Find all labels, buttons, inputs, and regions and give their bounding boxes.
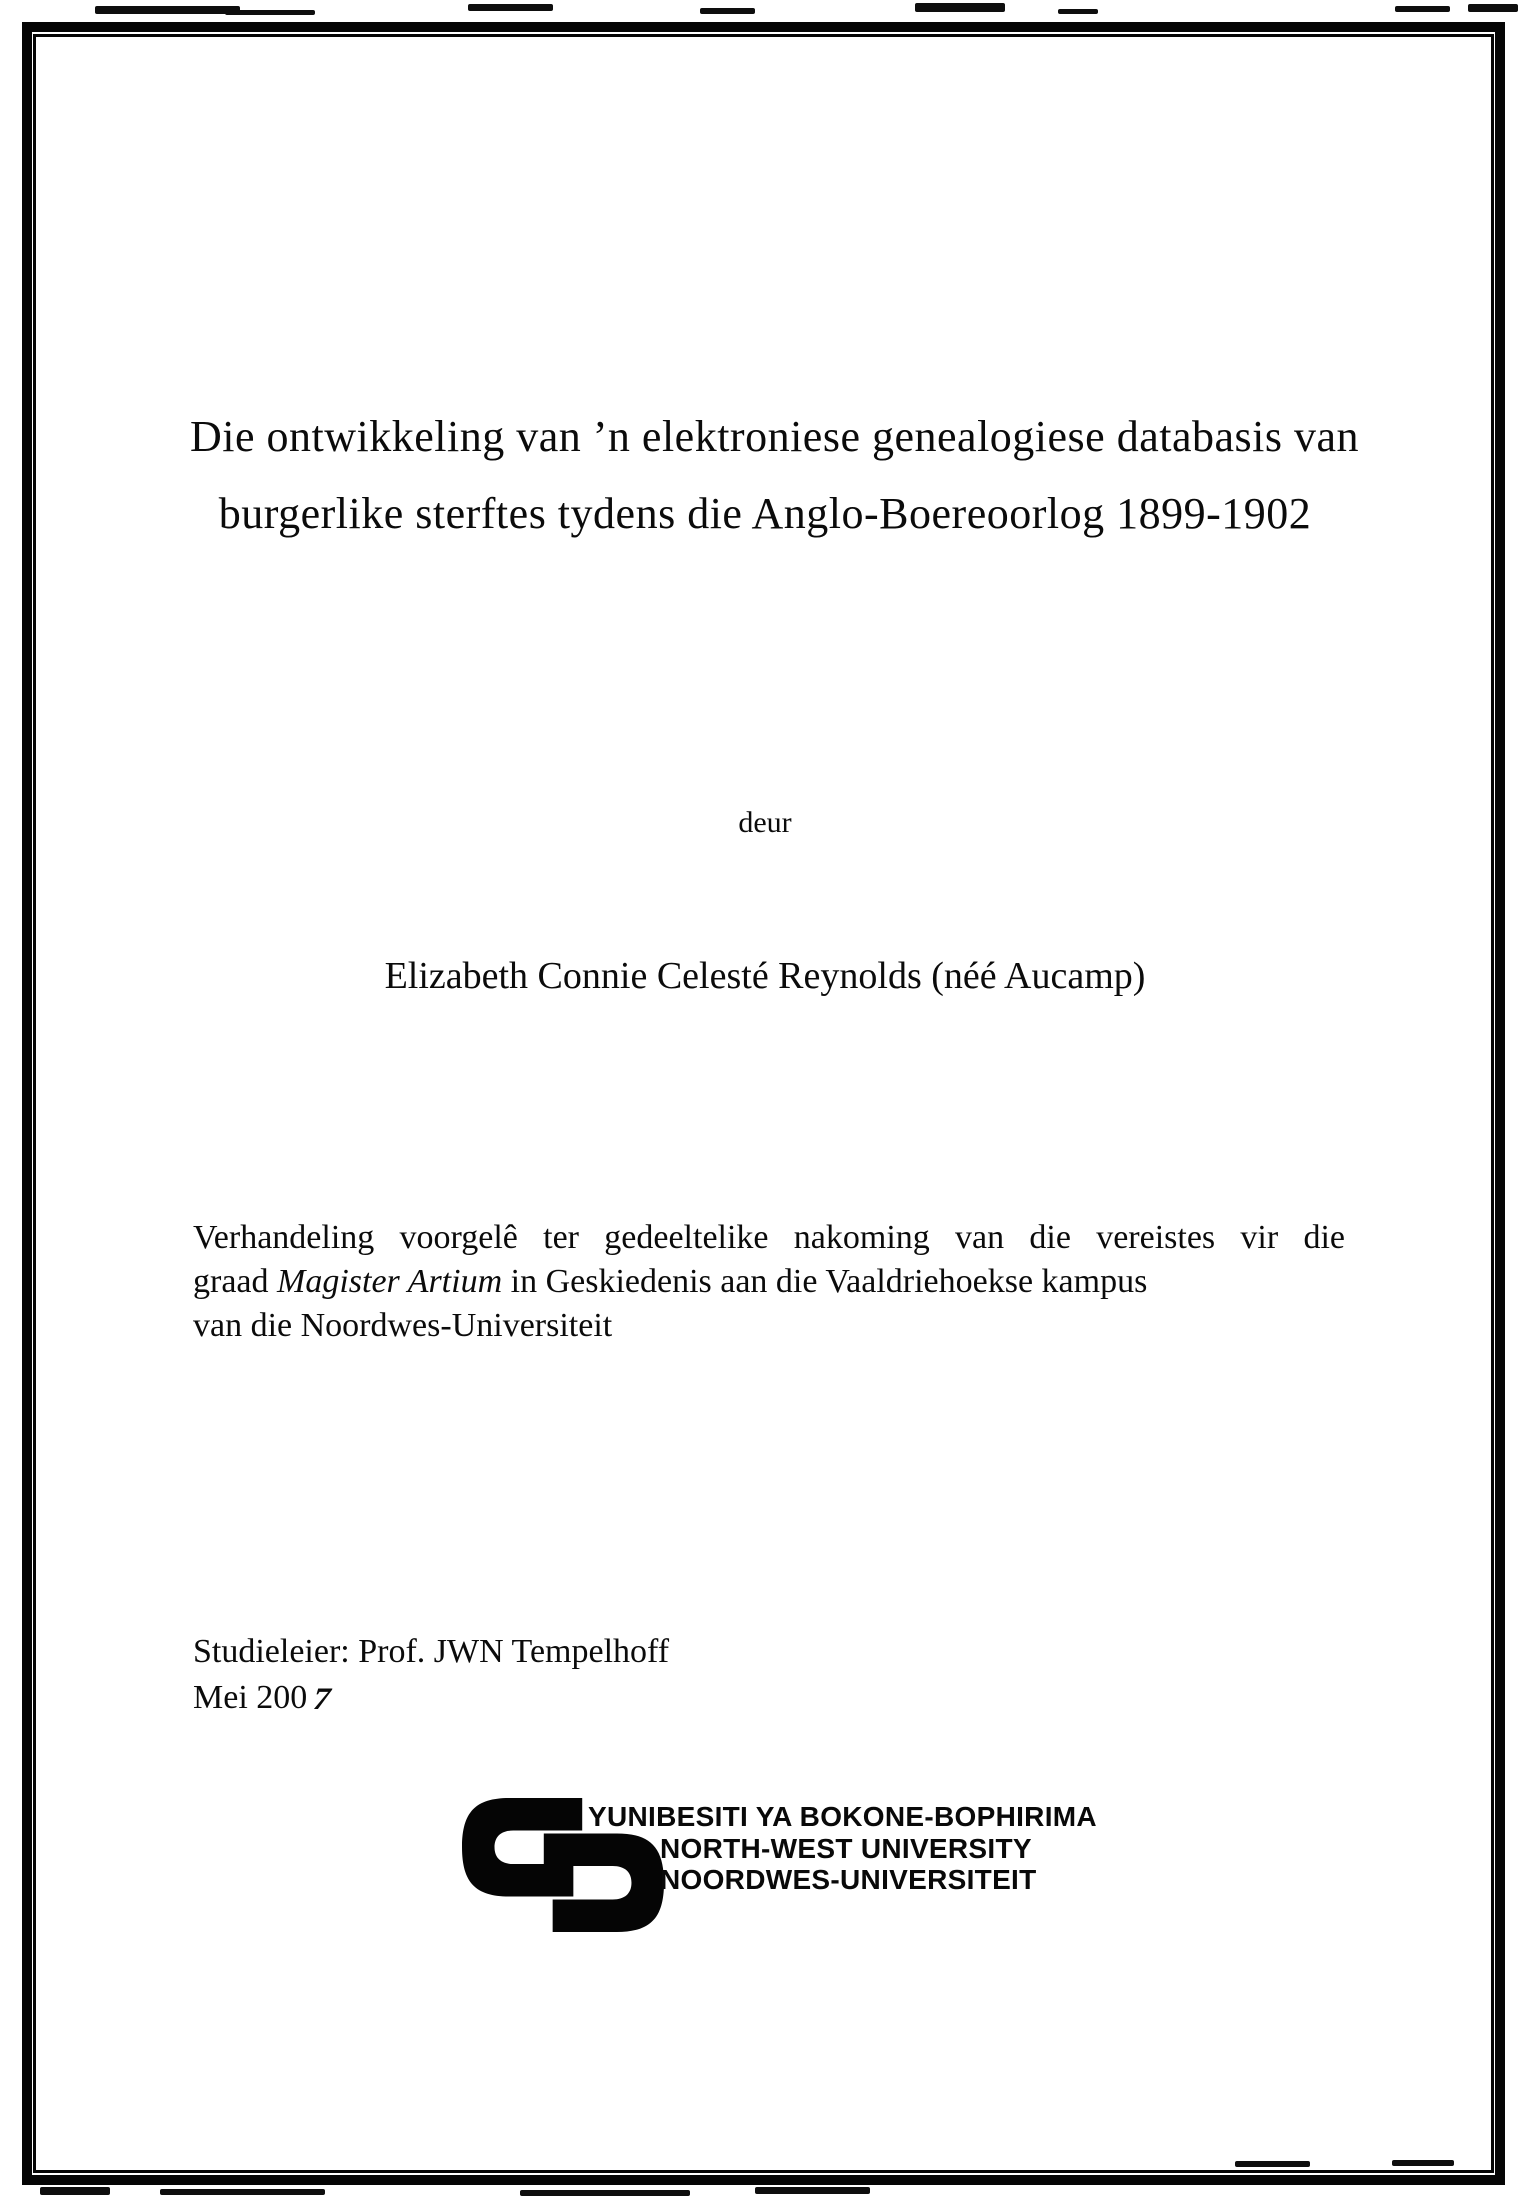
- statement-line-2-post: in Geskiedenis aan die Vaaldriehoekse kampus: [502, 1263, 1148, 1300]
- scan-artifact: [225, 10, 315, 15]
- document-title: [190, 398, 1360, 552]
- title-line-1: Die ontwikkeling van ’n elektroniese genealogiese databasis van: [190, 412, 1360, 461]
- scan-artifact: [520, 2190, 690, 2196]
- statement-line-3: van die Noordwes-Universiteit: [193, 1307, 613, 1344]
- date-prefix: Mei 200: [193, 1679, 308, 1716]
- scan-artifact: [1392, 2160, 1454, 2166]
- scan-artifact: [40, 2187, 110, 2195]
- scan-artifact: [755, 2187, 870, 2194]
- date-final-digit: 7: [308, 1682, 336, 1717]
- scan-artifact: [160, 2189, 325, 2195]
- author-name: Elizabeth Connie Celesté Reynolds (néé Aucamp): [384, 955, 1146, 997]
- scan-artifact: [95, 6, 240, 14]
- scan-artifact: [1058, 9, 1098, 14]
- supervisor-block: [193, 1629, 1343, 1721]
- scan-artifact: [1468, 4, 1518, 12]
- supervisor-line: Studieleier: Prof. JWN Tempelhoff: [193, 1633, 670, 1670]
- scan-artifact: [700, 8, 755, 14]
- scan-artifact: [915, 3, 1005, 12]
- magister-artium-italic: Magister Artium: [277, 1263, 503, 1300]
- statement-line-1: Verhandeling voorgelê ter gedeeltelike nakoming van die vereistes vir die: [193, 1219, 1345, 1256]
- scan-artifact: [1395, 6, 1450, 12]
- logo-line-3: NOORDWES-UNIVERSITEIT: [660, 1864, 1037, 1895]
- thesis-statement: [193, 1216, 1345, 1348]
- date-line: [193, 1675, 1343, 1721]
- scan-artifact: [1235, 2161, 1310, 2167]
- scan-artifact: [468, 4, 553, 11]
- statement-line-2: [193, 1260, 1345, 1304]
- logo-line-2: NORTH-WEST UNIVERSITY: [660, 1833, 1032, 1864]
- byline: deur: [738, 806, 792, 839]
- title-line-2: burgerlike sterftes tydens die Anglo-Boereoorlog 1899-1902: [218, 489, 1312, 538]
- statement-line-2-pre: graad: [193, 1263, 278, 1300]
- logo-line-1: YUNIBESITI YA BOKONE-BOPHIRIMA: [588, 1801, 1097, 1832]
